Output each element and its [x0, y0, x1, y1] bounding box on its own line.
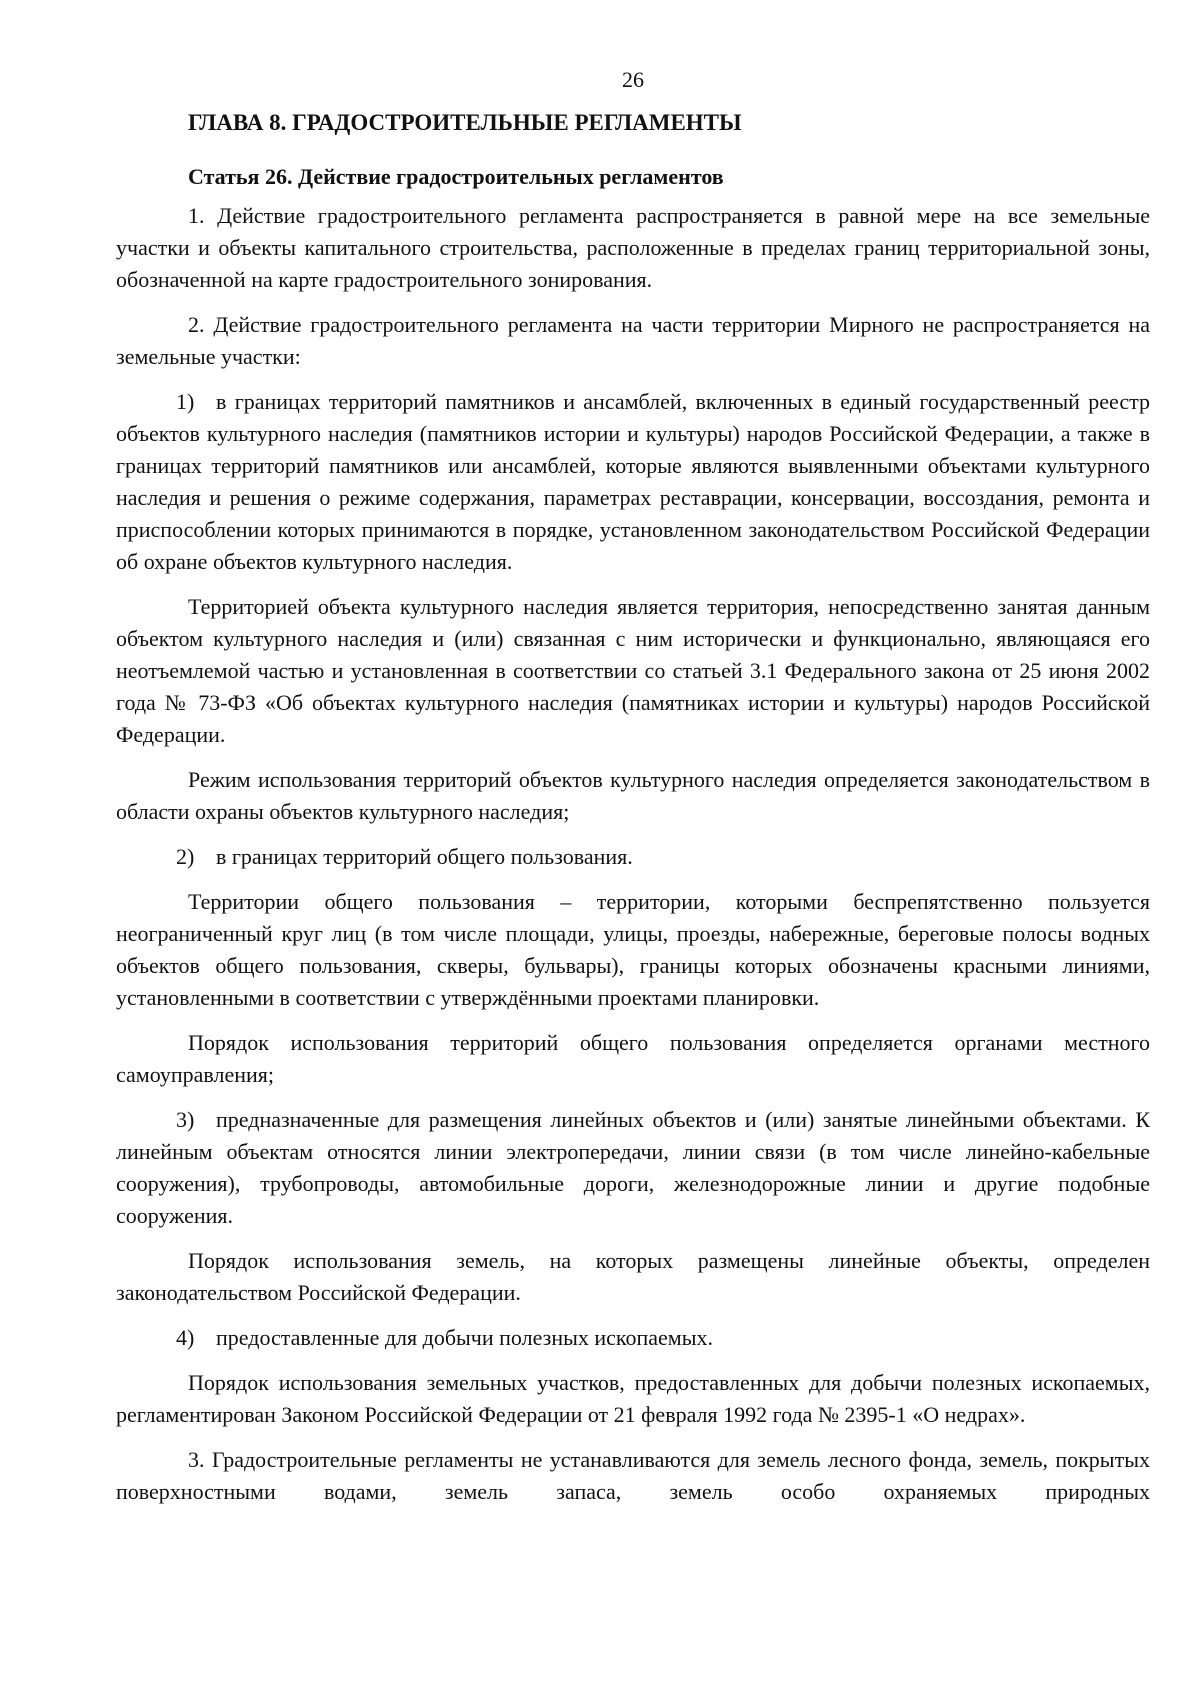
- paragraph-4: Режим использования территорий объектов культурного наследия определяется законодательством в области охраны объектов культурного наследия;: [116, 767, 1150, 824]
- page-number: 26: [622, 67, 644, 92]
- chapter-title: ГЛАВА 8. ГРАДОСТРОИТЕЛЬНЫЕ РЕГЛАМЕНТЫ: [188, 110, 742, 135]
- paragraph-5: Территории общего пользования – территории, которыми беспрепятственно пользуется неограниченный круг лиц (в том числе площади, улицы, проезды, набережные, береговые полосы водных объектов общего пользования, скверы, бульвары), границы которых обозначены красными линиями, установленными в соответствии с утверждёнными проектами планировки.: [116, 889, 1150, 1010]
- document-page: [116, 66, 1150, 1521]
- paragraph-7: Порядок использования земель, на которых размещены линейные объекты, определен законодательством Российской Федерации.: [116, 1248, 1150, 1305]
- list-item-1: [116, 386, 1150, 578]
- list-item-text: предоставленные для добычи полезных ископаемых.: [216, 1325, 713, 1350]
- paragraph-6: Порядок использования территорий общего пользования определяется органами местного самоуправления;: [116, 1030, 1150, 1087]
- list-item-text: предназначенные для размещения линейных объектов и (или) занятые линейными объектами. К линейным объектам относятся линии электропередачи, линии связи (в том числе линейно-кабельные сооружения), трубопроводы, автомобильные дороги, железнодорожные линии и другие подобные сооружения.: [116, 1107, 1150, 1228]
- list-item-text: в границах территорий общего пользования.: [216, 844, 633, 869]
- paragraph-8: Порядок использования земельных участков, предоставленных для добычи полезных ископаемых, регламентирован Законом Российской Федерации от 21 февраля 1992 года № 2395-1 «О недрах».: [116, 1370, 1150, 1427]
- paragraph-9: 3. Градостроительные регламенты не устанавливаются для земель лесного фонда, земель, покрытых поверхностными водами, земель запаса, земель особо охраняемых природных: [116, 1447, 1150, 1504]
- paragraph-1: 1. Действие градостроительного регламента распространяется в равной мере на все земельные участки и объекты капитального строительства, расположенные в пределах границ территориальной зоны, обозначенной на карте градостроительного зонирования.: [116, 203, 1150, 292]
- article-title: Статья 26. Действие градостроительных регламентов: [188, 164, 724, 189]
- list-item-2: [116, 841, 1150, 873]
- list-item-number: 4): [176, 1325, 195, 1350]
- paragraph-2: 2. Действие градостроительного регламента на части территории Мирного не распространяется на земельные участки:: [116, 312, 1150, 369]
- list-item-number: 2): [176, 844, 195, 869]
- list-item-3: [116, 1104, 1150, 1232]
- list-item-number: 1): [176, 389, 195, 414]
- paragraph-3: Территорией объекта культурного наследия является территория, непосредственно занятая данным объектом культурного наследия и (или) связанная с ним исторически и функционально, являющаяся его неотъемлемой частью и установленная в соответствии со статьей 3.1 Федерального закона от 25 июня 2002 года № 73-ФЗ «Об объектах культурного наследия (памятниках истории и культуры) народов Российской Федерации.: [116, 594, 1150, 747]
- list-item-number: 3): [176, 1107, 195, 1132]
- list-item-text: в границах территорий памятников и ансамблей, включенных в единый государственный реестр объектов культурного наследия (памятников истории и культуры) народов Российской Федерации, а также в границах территорий памятников или ансамблей, которые являются выявленными объектами культурного наследия и решения о режиме содержания, параметрах реставрации, консервации, воссоздания, ремонта и приспособлении которых принимаются в порядке, установленном законодательством Российской Федерации об охране объектов культурного наследия.: [116, 389, 1150, 574]
- list-item-4: [116, 1322, 1150, 1354]
